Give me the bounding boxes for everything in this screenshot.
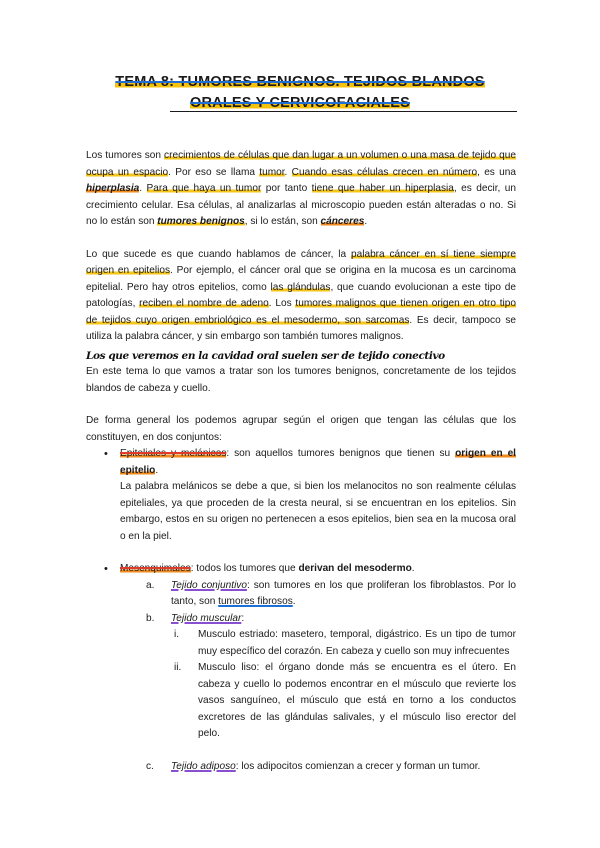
highlight: crecimientos de células que dan lugar a un volumen o una masa de tejido que ocupa un espacio bbox=[86, 150, 516, 178]
highlight: Para que haya un tumor bbox=[146, 183, 262, 194]
highlight: cánceres bbox=[320, 216, 365, 227]
text: : los adipocitos comienzan a crecer y forman un tumor. bbox=[235, 760, 481, 772]
text: . bbox=[155, 464, 159, 476]
list-item-tejido-conjuntivo bbox=[86, 578, 516, 611]
bullet-icon: • bbox=[104, 563, 108, 575]
text: . bbox=[364, 216, 368, 227]
text: Lo que sucede es que cuando hablamos de cáncer, la bbox=[86, 248, 351, 260]
list-marker: b. bbox=[146, 612, 155, 624]
list-marker: i. bbox=[174, 629, 180, 640]
title-line-1: TEMA 8: TUMORES BENIGNOS. TEJIDOS BLANDOS bbox=[115, 74, 485, 90]
text: por tanto bbox=[261, 183, 312, 194]
epiteliales-detail: La palabra melánicos se debe a que, si bien los melanocitos no son realmente células epiteliales, ya que proceden de la cresta neural, si se encuentran en los epitelios. Sin embargo, estos en su origen no pertenecen a esos epitelios, bien sea en la mucosa oral o en la piel. bbox=[120, 481, 516, 542]
highlight: Cuando esas células crecen en número bbox=[291, 166, 478, 178]
underlined-text: tumores fibrosos bbox=[218, 596, 293, 607]
text: : todos los tumores que bbox=[190, 563, 299, 574]
list-item-mesenquimales bbox=[86, 561, 516, 578]
text: . bbox=[284, 166, 292, 178]
term-tejido-conjuntivo: Tejido conjuntivo bbox=[171, 579, 247, 591]
text: , es decir, un crecimiento celular. Esa células, al analizarlas al microscopio pueden están alteradas o no. Si no lo están son bbox=[86, 183, 517, 227]
highlight: origen en el epitelio bbox=[120, 448, 516, 476]
highlight: tumores malignos que tienen origen en otro tipo de tejidos cuyo origen embriológico es el mesodermo, son sarcomas bbox=[86, 298, 516, 326]
text: Los tumores son bbox=[86, 150, 165, 161]
highlight: reciben el nombre de adeno bbox=[139, 298, 269, 309]
text: . Los bbox=[268, 298, 296, 309]
highlight: tiene que haber un hiperplasia bbox=[311, 183, 454, 194]
term-epiteliales: Epiteliales y melánicos bbox=[120, 448, 227, 459]
highlight: tumores benignos bbox=[157, 216, 245, 227]
highlight: hiperplasia bbox=[86, 183, 140, 194]
list-item-musculo-liso bbox=[86, 660, 516, 743]
list-marker: a. bbox=[146, 579, 155, 591]
title-line-2: ORALES Y CERVICOFACIALES bbox=[190, 95, 410, 111]
highlight: palabra cáncer en sí tiene siempre origen en epitelios bbox=[86, 248, 516, 276]
highlight: las glándulas bbox=[270, 281, 331, 293]
term-mesenquimales: Mesenquimales bbox=[120, 563, 191, 574]
list-item-musculo-estriado bbox=[86, 627, 516, 660]
text: : bbox=[241, 612, 245, 624]
text: . bbox=[411, 563, 415, 574]
text: . bbox=[292, 596, 296, 607]
handwritten-note: Los que veremos en la cavidad oral suelen ser de tejido conectivo bbox=[86, 349, 445, 362]
bullet-icon: • bbox=[104, 448, 108, 460]
text: : son tumores en los que proliferan los fibroblastos. Por lo tanto, son bbox=[171, 579, 516, 607]
musculo-estriado-text: Musculo estriado: masetero, temporal, digástrico. Es un tipo de tumor muy específico del corazón. En cabeza y cuello son muy infrecuentes bbox=[198, 629, 516, 657]
list-item-tejido-muscular bbox=[86, 611, 516, 628]
text: . Por ejemplo, el cáncer oral que se origina en la mucosa es un carcinoma epitelial. Pero hay otros epitelios, como bbox=[86, 265, 516, 293]
document-body bbox=[86, 148, 516, 775]
text: , es una bbox=[477, 166, 517, 178]
term-tejido-muscular: Tejido muscular bbox=[171, 612, 242, 624]
paragraph-cancer bbox=[86, 247, 516, 346]
title-underline bbox=[170, 111, 517, 112]
text: , si lo están, son bbox=[244, 216, 321, 227]
list-marker: c. bbox=[146, 760, 154, 772]
text: . Es decir, tampoco se utiliza la palabra cáncer, y sin embargo son también tumores malignos. bbox=[86, 314, 516, 342]
highlight: tumor bbox=[259, 166, 285, 178]
term-tejido-adiposo: Tejido adiposo bbox=[171, 760, 236, 772]
list-item-tejido-adiposo bbox=[86, 759, 516, 776]
list-item-epiteliales bbox=[86, 446, 516, 545]
text: , que cuando evolucionan a este tipo de patologías, bbox=[86, 281, 516, 309]
paragraph-intro bbox=[86, 148, 516, 231]
page-title bbox=[90, 72, 510, 114]
paragraph-grouping: De forma general los podemos agrupar según el origen que tengan las células que los constituyen, en dos conjuntos: bbox=[86, 415, 516, 443]
text: . Por eso se llama bbox=[168, 166, 260, 178]
bold-text: derivan del mesodermo bbox=[298, 563, 412, 574]
paragraph-scope: En este tema lo que vamos a tratar son los tumores benignos, concretamente de los tejidos blandos de cabeza y cuello. bbox=[86, 366, 516, 394]
text: : son aquellos tumores benignos que tienen su bbox=[226, 448, 456, 459]
text: . bbox=[139, 183, 147, 194]
musculo-liso-text: Musculo liso: el órgano donde más se encuentra es el útero. En cabeza y cuello lo podemos encontrar en el músculo que revierte los vasos sanguíneo, el músculo que está en torno a los conductos excretores de las glándulas salivales, y el músculo liso erector del pelo. bbox=[198, 662, 516, 739]
list-marker: ii. bbox=[174, 662, 182, 673]
